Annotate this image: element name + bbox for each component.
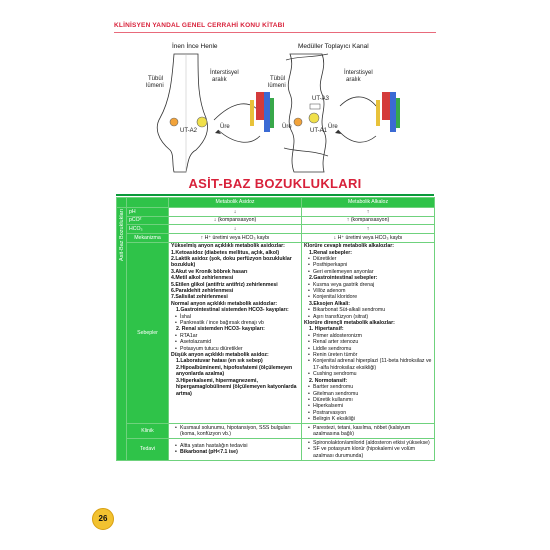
sidebar-label: Asit-Baz Bozuklukları bbox=[119, 208, 125, 261]
table-row bbox=[117, 439, 435, 460]
list-item: 2. Renal sistemden HCO3- kayıpları: bbox=[176, 326, 265, 333]
list-item: • Diüretikler bbox=[304, 256, 432, 262]
list-item: • Renin üreten tümör bbox=[304, 352, 432, 358]
list-item: 1.Laboratuvar hatası (en sık sebep) bbox=[176, 358, 263, 365]
list-item: 2.Laktik asidoz (şok, doku perfüzyon bozukluklar bozukluk) bbox=[171, 255, 292, 269]
pco2-alkalosis: ↑ (kompansasyon) bbox=[302, 216, 435, 225]
row-label-pco2: pCO² bbox=[127, 216, 169, 225]
causes-acidosis bbox=[169, 242, 302, 424]
right-tubul-label: Tübül bbox=[270, 76, 286, 82]
row-label-hco3: HCO₃ bbox=[127, 225, 169, 234]
right-ure-label-2: Üre bbox=[328, 124, 338, 130]
right-lumen-label: lümeni bbox=[268, 83, 286, 89]
row-label-mechanism: Mekanizma bbox=[127, 233, 169, 242]
left-interstitial-label-2: aralık bbox=[212, 77, 227, 83]
right-ure-label-1: Üre bbox=[282, 124, 292, 130]
list-item: 3.Eksojen Alkali: bbox=[309, 300, 351, 307]
row-label-causes: Sebepler bbox=[127, 242, 169, 424]
list-item: • Renal arter stenozu bbox=[304, 339, 432, 345]
header-blank-2 bbox=[127, 198, 169, 208]
list-item: Normal anyon açıklıklı metabolik asidozlar: bbox=[171, 300, 278, 307]
list-item: • Bartter sendromu bbox=[304, 384, 432, 390]
clinical-alkalosis bbox=[302, 424, 435, 439]
row-label-treatment: Tedavi bbox=[127, 439, 169, 460]
list-item: 5.Etilen glikol (antifriz antifriz) zehirlenmesi bbox=[171, 281, 278, 288]
list-item: • Cushing sendromu bbox=[304, 371, 432, 377]
list-item: • Aşırı transfüzyon (sitrat) bbox=[304, 314, 432, 320]
list-item: • Pankreatik / ince bağırsak drenajı vb bbox=[171, 320, 299, 326]
list-item: • Villöz adenom bbox=[304, 288, 432, 294]
list-item: 1. Hipertansif: bbox=[309, 326, 344, 333]
left-lumen-label: lümeni bbox=[146, 83, 164, 89]
hco3-alkalosis: ↑ bbox=[302, 225, 435, 234]
page-number-badge: 26 bbox=[92, 508, 114, 530]
list-item: 7.Salisilat zehirlenmesi bbox=[171, 294, 228, 301]
list-item: • Altta yatan hastalığın tedavisi bbox=[171, 443, 299, 449]
list-item: • Geri emilemeyen anyonlar bbox=[304, 269, 432, 275]
list-item: 2. Normotansif: bbox=[309, 377, 348, 384]
book-header: KLİNİSYEN YANDAL GENEL CERRAHİ KONU KİTABI bbox=[114, 22, 285, 29]
list-item: • Kusmaul solunumu, hipotansiyon, SSS bulguları (koma, konfüzyon vb.) bbox=[171, 425, 299, 438]
list-item: • Hiperkalsemi bbox=[304, 403, 432, 409]
list-item: • Asetolazamid bbox=[171, 339, 299, 345]
list-item: • SF ve potasyum klorür (hipokalemi ve volüm azalması durumunda) bbox=[304, 446, 432, 459]
clinical-acidosis bbox=[169, 424, 302, 439]
list-item: 3.Akut ve Kronik böbrek hasarı bbox=[171, 268, 248, 275]
header-rule bbox=[114, 32, 436, 33]
right-diagram-title: Medüller Toplayıcı Kanal bbox=[298, 43, 369, 50]
left-interstitial-label: İnterstisyel bbox=[210, 70, 239, 76]
col-header-alkalosis: Metabolik Alkaloz bbox=[302, 198, 435, 208]
list-item: 4.Metil alkol zehirlenmesi bbox=[171, 275, 234, 282]
acid-base-table bbox=[116, 197, 435, 461]
table-row bbox=[117, 242, 435, 424]
list-item: Klorüre cevaplı metabolik alkalozlar: bbox=[304, 243, 394, 250]
diagram-figure bbox=[114, 40, 436, 176]
list-item: • Liddle sendromu bbox=[304, 346, 432, 352]
table-row bbox=[117, 216, 435, 225]
list-item: Yükselmiş anyon açıklıklı metabolik asidozlar: bbox=[171, 243, 285, 250]
hco3-acidosis: ↓ bbox=[169, 225, 302, 234]
list-item: • Diüretik kullanımı bbox=[304, 397, 432, 403]
list-item: 1.Gastrointestinal sistemden HCO3- kayıpları: bbox=[176, 307, 289, 314]
list-item: • Potasyum tutucu diüretikler bbox=[171, 346, 299, 352]
table-row bbox=[117, 424, 435, 439]
list-item: • Belirgin K eksikliği bbox=[304, 416, 432, 422]
list-item: • Kusma veya gastrik drenaj bbox=[304, 282, 432, 288]
left-diagram-title: İnen İnce Henle bbox=[172, 43, 218, 50]
right-interstitial-label-2: aralık bbox=[346, 77, 361, 83]
ut-a1-label: UT-A1 bbox=[310, 128, 328, 134]
list-item: • Parestezi, tetani, kasılma, nöbet (kalsiyum azalmasına bağlı) bbox=[304, 425, 432, 438]
left-ure-label: Üre bbox=[220, 124, 230, 130]
list-item: Klorüre dirençli metabolik alkalozlar: bbox=[304, 320, 395, 327]
causes-alkalosis bbox=[302, 242, 435, 424]
title-rule bbox=[116, 194, 434, 196]
list-item: • İshal bbox=[171, 314, 299, 320]
list-item: Düşük anyon açıklıklı metabolik asidoz: bbox=[171, 352, 269, 359]
list-item: 1.Renal sebepler: bbox=[309, 249, 352, 256]
row-label-clinical: Klinik bbox=[127, 424, 169, 439]
list-item: 2.Hipoalbüminemi, hipofosfatemi (ölçülemeyen anyonlarda azalma) bbox=[176, 364, 293, 378]
ut-a3-label: UT-A3 bbox=[312, 96, 330, 102]
ut-a2-label: UT-A2 bbox=[180, 128, 198, 134]
list-item: • Posthiperkapni bbox=[304, 262, 432, 268]
mechanism-alkalosis: ↓ H⁺ üretimi veya HCO₃ kaybı bbox=[302, 233, 435, 242]
treatment-alkalosis bbox=[302, 439, 435, 460]
urea-transport-diagram bbox=[114, 40, 436, 176]
sidebar-label-cell bbox=[117, 208, 127, 460]
table-row bbox=[117, 208, 435, 217]
list-item: • Bikarbonat (pH<7.1 ise) bbox=[171, 449, 299, 455]
list-item: • Konjenital kloridore bbox=[304, 294, 432, 300]
header-blank bbox=[117, 198, 127, 208]
row-label-ph: pH bbox=[127, 208, 169, 217]
list-item: 2.Gastrointestinal sebepler: bbox=[309, 275, 378, 282]
mechanism-acidosis: ↑ H⁺ üretimi veya HCO₃ kaybı bbox=[169, 233, 302, 242]
list-item: • RTA1ar bbox=[171, 333, 299, 339]
col-header-acidosis: Metabolik Asidoz bbox=[169, 198, 302, 208]
treatment-acidosis bbox=[169, 439, 302, 460]
list-item: • Postrarvasyon bbox=[304, 410, 432, 416]
list-item: 3.Hiperkalsemi, hipermagnezemi, hipergamaglobülinemi (ölçülemeyen katyonlarda artma) bbox=[176, 377, 297, 397]
list-item: 1.Ketoasidoz (diabetes mellitus, açlık, alkol) bbox=[171, 249, 280, 256]
ph-alkalosis: ↑ bbox=[302, 208, 435, 217]
table-row bbox=[117, 233, 435, 242]
right-interstitial-label: İnterstisyel bbox=[344, 70, 373, 76]
list-item: • Spironolakton/amilorid (aldosteron etkisi yüksekse) bbox=[304, 440, 432, 446]
list-item: • Primer aldosteronizm bbox=[304, 333, 432, 339]
section-title: ASİT-BAZ BOZUKLUKLARI bbox=[188, 176, 362, 191]
list-item: • Bikarbonat Süt-alkali sendromu bbox=[304, 307, 432, 313]
left-tubul-label: Tübül bbox=[148, 76, 164, 82]
list-item: • Gitelman sendromu bbox=[304, 391, 432, 397]
list-item: • Konjenital adrenal hiperplazi (11-beta hidroksilaz ve 17-alfa hidroksilaz eksikliği) bbox=[304, 358, 432, 371]
pco2-acidosis: ↓ (kompansasyon) bbox=[169, 216, 302, 225]
table-header-row bbox=[117, 198, 435, 208]
ph-acidosis: ↓ bbox=[169, 208, 302, 217]
table-row bbox=[117, 225, 435, 234]
list-item: 6.Paraldehit zehirlenmesi bbox=[171, 288, 234, 294]
